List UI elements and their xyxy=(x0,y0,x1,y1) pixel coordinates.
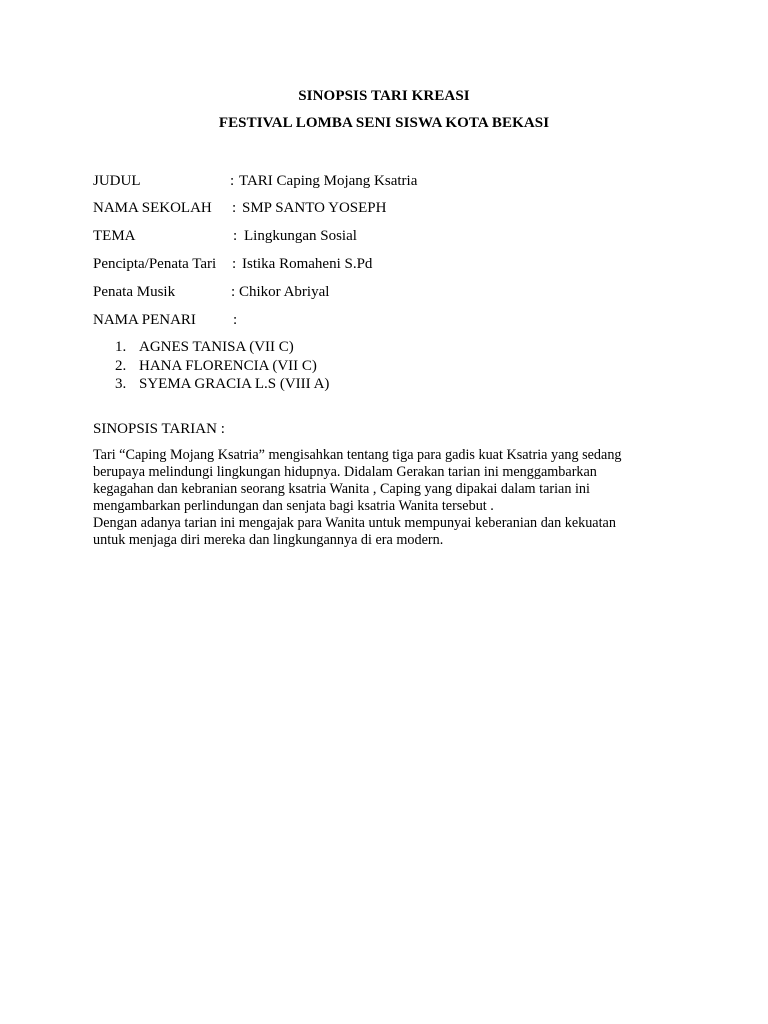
dancer-name: HANA FLORENCIA (VII C) xyxy=(139,357,317,374)
field-tema xyxy=(93,227,357,245)
synopsis-line: Tari “Caping Mojang Ksatria” mengisahkan tentang tiga para gadis kuat Ksatria yang sedang xyxy=(93,447,622,463)
field-judul-colon: : xyxy=(230,173,235,189)
field-tema-colon: : xyxy=(233,228,238,244)
field-tema-label: TEMA xyxy=(93,228,136,244)
dancer-number: 3. xyxy=(115,376,127,392)
synopsis-line: kegagahan dan kebranian seorang ksatria Wanita , Caping yang dipakai dalam tarian ini xyxy=(93,481,590,497)
document-subtitle: FESTIVAL LOMBA SENI SISWA KOTA BEKASI xyxy=(218,115,550,131)
field-pencipta xyxy=(93,255,373,273)
field-nama-sekolah xyxy=(93,199,387,217)
field-penata-musik-colon: : xyxy=(231,284,236,300)
field-nama-sekolah-value: SMP SANTO YOSEPH xyxy=(242,200,387,216)
dancer-number: 1. xyxy=(115,339,127,355)
field-nama-penari-colon: : xyxy=(233,312,238,328)
field-nama-penari xyxy=(93,311,238,329)
field-pencipta-label: Pencipta/Penata Tari xyxy=(93,256,217,272)
synopsis-line: berupaya melindungi lingkungan hidupnya. Didalam Gerakan tarian ini menggambarkan xyxy=(93,464,597,480)
field-penata-musik-label: Penata Musik xyxy=(93,284,176,300)
synopsis-line: Dengan adanya tarian ini mengajak para Wanita untuk mempunyai keberanian dan kekuatan xyxy=(93,515,616,531)
document-title: SINOPSIS TARI KREASI xyxy=(298,88,470,104)
field-pencipta-value: Istika Romaheni S.Pd xyxy=(242,256,373,272)
field-judul-value: TARI Caping Mojang Ksatria xyxy=(239,173,418,189)
synopsis-line: mengambarkan perlindungan dan senjata bagi ksatria Wanita tersebut . xyxy=(93,498,494,514)
field-nama-sekolah-colon: : xyxy=(232,200,237,216)
synopsis-line: untuk menjaga diri mereka dan lingkungannya di era modern. xyxy=(93,532,444,548)
synopsis-heading: SINOPSIS TARIAN : xyxy=(93,421,225,437)
dancer-name: SYEMA GRACIA L.S (VIII A) xyxy=(139,376,330,392)
dancer-name: AGNES TANISA (VII C) xyxy=(139,339,294,355)
field-nama-penari-label: NAMA PENARI xyxy=(93,312,196,328)
dancer-number: 2. xyxy=(115,357,127,374)
field-penata-musik xyxy=(93,283,330,301)
field-nama-sekolah-label: NAMA SEKOLAH xyxy=(93,200,212,216)
field-pencipta-colon: : xyxy=(232,256,237,272)
synopsis-body xyxy=(93,447,683,549)
field-judul-label: JUDUL xyxy=(93,173,141,189)
field-judul xyxy=(93,172,418,190)
field-penata-musik-value: Chikor Abriyal xyxy=(239,284,330,300)
field-tema-value: Lingkungan Sosial xyxy=(244,228,357,244)
